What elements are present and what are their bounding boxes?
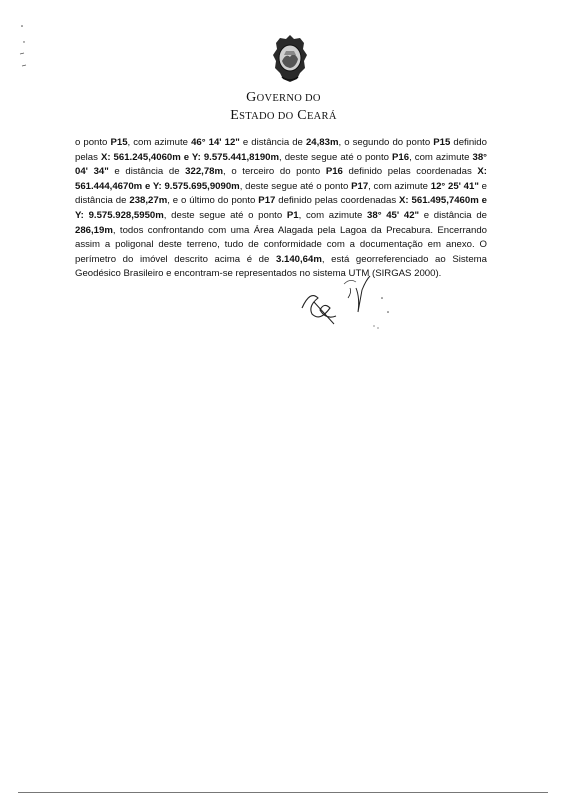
state-coat-of-arms-seal: [270, 33, 310, 85]
scan-specks: [10, 20, 40, 80]
heading-rest-estado: STADO DO: [239, 111, 294, 122]
heading-initial-g: G: [246, 90, 257, 105]
page-bottom-rule: [18, 792, 548, 793]
heading-line-estado: [0, 107, 567, 125]
heading-line-governo: [0, 90, 567, 107]
heading-initial-e: E: [230, 108, 240, 123]
heading-rest-ceara: EARÁ: [306, 111, 337, 122]
government-heading: [0, 90, 567, 125]
handwritten-signature: [300, 268, 410, 338]
property-description-paragraph: o ponto P15, com azimute 46° 14' 12" e distância de 24,83m, o segundo do ponto P15 definido pelas X: 561.245,4060m e Y: 9.575.441,8190m, deste segue até o ponto P16, com azimute 38° 04' 34" e distância de 322,78m, o terceiro do ponto P16 definido pelas coordenadas X: 561.444,4670m e Y: 9.575.695,9090m, deste segue até o ponto P17, com azimute 12° 25' 41" e distância de 238,27m, e o último do ponto P17 definido pelas coordenadas X: 561.495,7460m e Y: 9.575.928,5950m, deste segue até o ponto P1, com azimute 38° 45' 42" e distância de 286,19m, todos confrontando com uma Área Alagada pela Lagoa da Precabura. Encerrando assim a poligonal deste terreno, tudo de conformidade com a documentação em anexo. O perímetro do imóvel descrito acima é de 3.140,64m, está georreferenciado ao Sistema Geodésico Brasileiro e encontram-se representados no sistema UTM (SIRGAS 2000).: [75, 137, 488, 280]
heading-initial-c: C: [297, 108, 307, 123]
heading-rest-governo: OVERNO DO: [256, 93, 321, 104]
